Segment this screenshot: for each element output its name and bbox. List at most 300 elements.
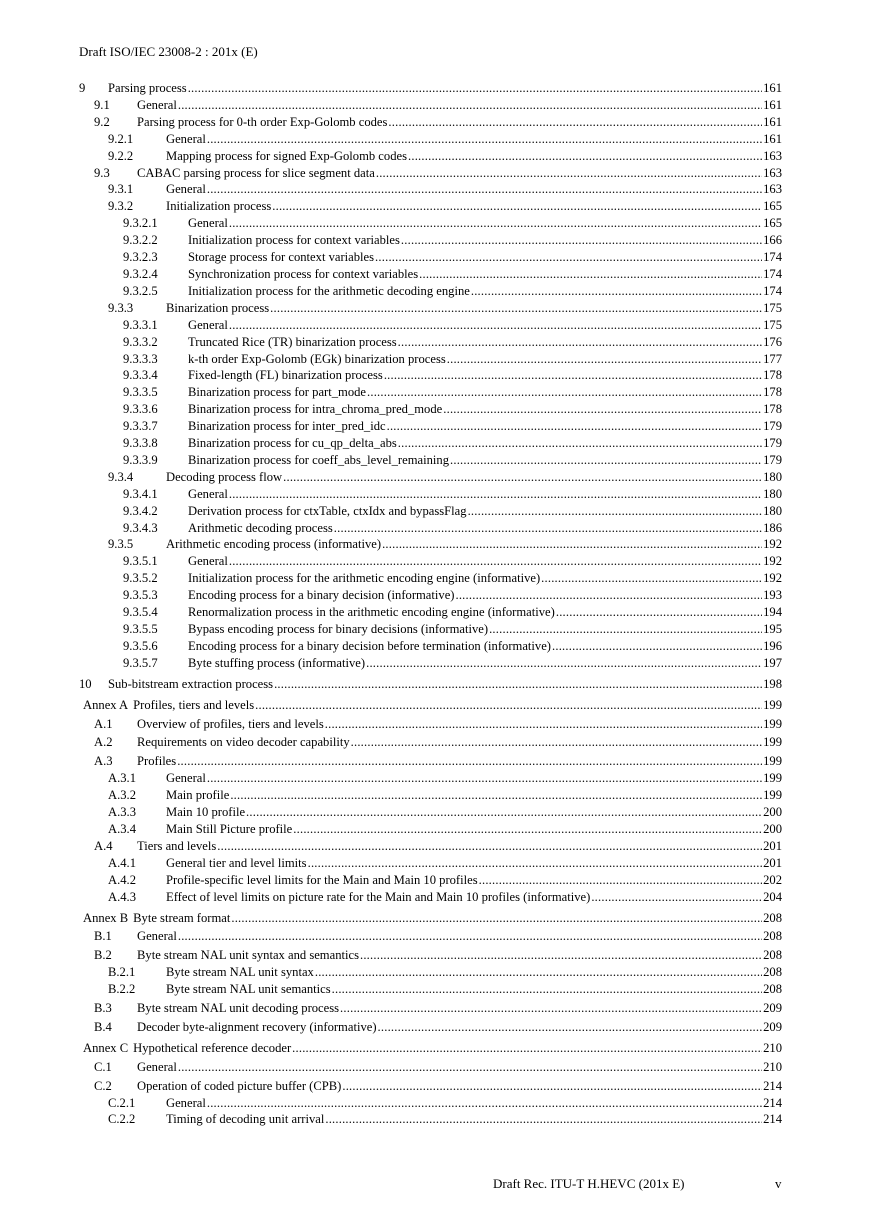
toc-entry-title: Initialization process for the arithmetic decoding engine: [188, 283, 470, 298]
toc-entry-number: 9.3.4: [108, 469, 134, 484]
toc-entry[interactable]: [79, 716, 782, 733]
toc-entry-page: 175: [763, 317, 782, 332]
toc-entry-number: 9.3.4.3: [123, 520, 158, 535]
toc-entry-page: 174: [763, 283, 782, 298]
toc-leader-dots: [591, 889, 762, 906]
toc-entry[interactable]: [79, 181, 782, 198]
toc-entry[interactable]: [79, 198, 782, 215]
toc-entry-title: Initialization process for the arithmetic encoding engine (informative): [188, 571, 541, 586]
toc-entry[interactable]: [79, 928, 782, 945]
toc-entry-number: C.2.1: [108, 1095, 136, 1110]
toc-leader-dots: [325, 716, 762, 733]
toc-entry-number: 9.2.2: [108, 148, 134, 163]
toc-entry-page: 214: [763, 1112, 782, 1127]
toc-entry-page: 208: [763, 910, 782, 925]
toc-leader-dots: [270, 300, 762, 317]
toc-entry-title: Main profile: [166, 788, 230, 803]
toc-entry-page: 161: [763, 114, 782, 129]
toc-entry-page: 166: [763, 233, 782, 248]
toc-entry-number: 9.3.5.7: [123, 655, 158, 670]
toc-entry-number: 9.3.3.4: [123, 368, 158, 383]
toc-leader-dots: [293, 821, 762, 838]
toc-entry[interactable]: [79, 804, 782, 821]
toc-entry-number: 9.3: [94, 165, 110, 180]
toc-entry-title: General: [166, 771, 206, 786]
toc-entry-number: 9.3.5.6: [123, 638, 158, 653]
toc-entry-number: A.3.4: [108, 821, 136, 836]
toc-entry-title: General: [137, 929, 177, 944]
toc-leader-dots: [351, 734, 762, 751]
toc-entry[interactable]: [79, 334, 782, 351]
toc-entry-page: 198: [763, 676, 782, 691]
toc-entry-title: Tiers and levels: [137, 838, 217, 853]
toc-leader-dots: [388, 114, 762, 131]
toc-leader-dots: [382, 536, 762, 553]
toc-entry-number: B.2.1: [108, 965, 136, 980]
toc-entry-number: C.2.2: [108, 1112, 136, 1127]
toc-entry-page: 195: [763, 622, 782, 636]
toc-entry[interactable]: [79, 384, 782, 401]
toc-entry-page: 201: [763, 855, 782, 870]
toc-entry-number: 9.3.2: [108, 199, 134, 214]
toc-entry-title: General: [166, 182, 206, 197]
toc-entry-number: 9.3.5.1: [123, 554, 158, 569]
table-of-contents: [79, 80, 782, 1128]
toc-entry-number: 9.3.5.3: [123, 588, 158, 603]
toc-leader-dots: [375, 249, 762, 266]
toc-entry-title: General: [166, 1095, 206, 1110]
toc-leader-dots: [541, 570, 762, 587]
toc-leader-dots: [360, 947, 762, 964]
toc-entry-page: 174: [763, 250, 782, 265]
toc-entry[interactable]: [79, 367, 782, 384]
toc-entry-page: 196: [763, 638, 782, 653]
toc-leader-dots: [325, 1111, 762, 1128]
toc-entry-number: C.1: [94, 1059, 112, 1074]
toc-entry[interactable]: [79, 587, 782, 604]
toc-leader-dots: [246, 804, 762, 821]
toc-entry-number: 9.3.4.2: [123, 503, 158, 518]
toc-entry-number: 9: [79, 81, 86, 95]
toc-entry[interactable]: [79, 855, 782, 872]
toc-entry[interactable]: [79, 469, 782, 486]
toc-entry-title: Mapping process for signed Exp-Golomb codes: [166, 148, 407, 163]
toc-entry[interactable]: [79, 1111, 782, 1128]
toc-entry[interactable]: [79, 401, 782, 418]
toc-entry-number: A.2: [94, 735, 113, 750]
toc-entry-number: 9.3.4.1: [123, 486, 158, 501]
toc-entry-number: A.3: [94, 754, 113, 769]
toc-entry-page: 192: [763, 554, 782, 569]
toc-entry-title: Binarization process for cu_qp_delta_abs: [188, 436, 397, 451]
toc-entry-page: 210: [763, 1040, 782, 1055]
toc-entry-page: 200: [763, 821, 782, 836]
toc-entry-page: 186: [763, 520, 782, 535]
toc-entry-page: 192: [763, 537, 782, 552]
toc-entry-page: 214: [763, 1095, 782, 1110]
toc-entry-number: A.3.1: [108, 771, 136, 786]
toc-entry-title: General: [188, 554, 228, 569]
toc-entry-page: 165: [763, 216, 782, 231]
toc-entry-title: General: [188, 486, 228, 501]
toc-leader-dots: [229, 553, 762, 570]
toc-entry-title: Storage process for context variables: [188, 250, 375, 265]
toc-entry-page: 161: [763, 131, 782, 146]
toc-entry-title: Byte stuffing process (informative): [188, 655, 366, 670]
toc-entry-title: General: [188, 317, 228, 332]
toc-leader-dots: [272, 198, 762, 215]
toc-entry-number: A.4.1: [108, 855, 136, 870]
toc-entry-number: 9.3.3: [108, 300, 134, 315]
toc-leader-dots: [401, 232, 762, 249]
toc-entry[interactable]: [79, 553, 782, 570]
toc-entry-page: 208: [763, 929, 782, 944]
toc-entry[interactable]: [79, 351, 782, 368]
toc-leader-dots: [308, 855, 763, 872]
toc-entry-number: 9.3.2.1: [123, 216, 158, 231]
toc-entry-page: 210: [763, 1059, 782, 1074]
toc-entry[interactable]: [79, 536, 782, 553]
toc-entry-page: 201: [763, 838, 782, 853]
toc-entry-title: Parsing process for 0-th order Exp-Golomb codes: [137, 114, 388, 129]
footer-reference: Draft Rec. ITU-T H.HEVC (201x E): [493, 1176, 685, 1191]
toc-entry-page: 192: [763, 571, 782, 586]
toc-entry-number: Annex B: [83, 910, 129, 925]
toc-leader-dots: [384, 367, 762, 384]
toc-entry[interactable]: [79, 964, 782, 981]
toc-entry-number: 10: [79, 676, 92, 691]
toc-entry-title: General tier and level limits: [166, 855, 307, 870]
toc-entry-title: General: [166, 131, 206, 146]
toc-entry-number: 9.3.3.9: [123, 452, 158, 467]
toc-entry[interactable]: [79, 676, 782, 693]
toc-entry-number: 9.3.1: [108, 182, 134, 197]
toc-entry[interactable]: [79, 821, 782, 838]
toc-entry[interactable]: [79, 734, 782, 751]
toc-entry[interactable]: [79, 889, 782, 906]
toc-leader-dots: [283, 469, 762, 486]
toc-entry[interactable]: [79, 80, 782, 97]
toc-leader-dots: [207, 131, 762, 148]
toc-entry[interactable]: [79, 114, 782, 131]
toc-entry-page: 161: [763, 97, 782, 112]
toc-entry-page: 161: [763, 81, 782, 95]
toc-entry-title: Encoding process for a binary decision before termination (informative): [188, 638, 551, 653]
toc-entry-title: Binarization process: [166, 300, 270, 315]
toc-leader-dots: [217, 838, 762, 855]
toc-leader-dots: [178, 928, 762, 945]
toc-leader-dots: [207, 1095, 762, 1112]
toc-entry-title: Binarization process for part_mode: [188, 385, 367, 400]
toc-leader-dots: [188, 80, 762, 97]
toc-entry[interactable]: [79, 1000, 782, 1017]
toc-entry[interactable]: [79, 753, 782, 770]
toc-leader-dots: [177, 753, 762, 770]
toc-entry-page: 197: [763, 655, 782, 670]
toc-entry-page: 208: [763, 948, 782, 963]
toc-entry[interactable]: [79, 283, 782, 300]
toc-entry-page: 199: [763, 735, 782, 750]
toc-leader-dots: [274, 676, 762, 693]
toc-entry-number: Annex C: [83, 1040, 129, 1055]
toc-entry[interactable]: [79, 655, 782, 672]
toc-leader-dots: [455, 587, 762, 604]
toc-entry[interactable]: [79, 604, 782, 621]
toc-entry-page: 200: [763, 805, 782, 820]
toc-leader-dots: [398, 435, 762, 452]
toc-leader-dots: [207, 770, 762, 787]
toc-entry-title: Main Still Picture profile: [166, 821, 293, 836]
toc-leader-dots: [207, 181, 762, 198]
toc-entry-title: Profiles, tiers and levels: [133, 697, 255, 712]
toc-leader-dots: [230, 787, 762, 804]
toc-entry-page: 193: [763, 588, 782, 603]
footer-page-number: v: [775, 1176, 782, 1191]
toc-entry-page: 202: [763, 872, 782, 887]
toc-leader-dots: [387, 418, 763, 435]
toc-entry[interactable]: [79, 148, 782, 165]
toc-leader-dots: [468, 503, 763, 520]
toc-entry-page: 163: [763, 182, 782, 197]
toc-entry-page: 177: [763, 351, 782, 366]
toc-leader-dots: [367, 384, 762, 401]
toc-entry-number: A.4.3: [108, 889, 136, 904]
toc-leader-dots: [292, 1040, 762, 1057]
toc-entry[interactable]: [79, 787, 782, 804]
toc-leader-dots: [489, 621, 762, 638]
toc-entry-number: Annex A: [83, 697, 129, 712]
toc-entry-title: Main 10 profile: [166, 805, 246, 820]
toc-leader-dots: [332, 981, 762, 998]
toc-leader-dots: [378, 1019, 763, 1036]
toc-entry-title: Byte stream NAL unit decoding process: [137, 1001, 340, 1016]
toc-entry-page: 176: [763, 334, 782, 349]
toc-entry-number: 9.3.3.7: [123, 419, 158, 434]
toc-entry[interactable]: [79, 452, 782, 469]
toc-entry-number: 9.3.2.3: [123, 250, 158, 265]
toc-entry-number: 9.3.3.2: [123, 334, 158, 349]
toc-entry-page: 179: [763, 452, 782, 467]
toc-entry-page: 165: [763, 199, 782, 214]
toc-entry-page: 199: [763, 754, 782, 769]
toc-entry-number: B.2: [94, 948, 112, 963]
toc-entry-title: Arithmetic decoding process: [188, 520, 333, 535]
toc-entry[interactable]: [79, 232, 782, 249]
toc-entry[interactable]: [79, 317, 782, 334]
toc-entry-number: B.1: [94, 929, 112, 944]
toc-entry-page: 180: [763, 486, 782, 501]
toc-entry-page: 180: [763, 469, 782, 484]
toc-leader-dots: [178, 1059, 762, 1076]
toc-entry-page: 194: [763, 605, 782, 620]
toc-leader-dots: [552, 638, 762, 655]
toc-entry[interactable]: [79, 131, 782, 148]
toc-entry-title: Arithmetic encoding process (informative): [166, 537, 382, 552]
toc-leader-dots: [398, 334, 762, 351]
toc-entry-number: 9.3.5: [108, 537, 134, 552]
toc-entry-title: Timing of decoding unit arrival: [166, 1112, 325, 1127]
toc-entry-title: Byte stream NAL unit syntax and semantics: [137, 948, 359, 963]
toc-entry-title: Encoding process for a binary decision (informative): [188, 588, 455, 603]
toc-entry[interactable]: [79, 638, 782, 655]
toc-entry[interactable]: [79, 621, 782, 638]
toc-entry-number: A.1: [94, 716, 113, 731]
toc-entry-number: A.3.3: [108, 805, 136, 820]
toc-entry-page: 199: [763, 788, 782, 803]
toc-leader-dots: [419, 266, 762, 283]
toc-entry-page: 179: [763, 419, 782, 434]
toc-entry-title: Bypass encoding process for binary decisions (informative): [188, 622, 489, 636]
toc-entry-page: 214: [763, 1078, 782, 1093]
toc-entry[interactable]: [79, 418, 782, 435]
toc-entry-number: 9.2.1: [108, 131, 134, 146]
toc-entry-number: 9.3.5.5: [123, 622, 158, 636]
toc-leader-dots: [450, 452, 762, 469]
toc-entry[interactable]: [79, 570, 782, 587]
toc-entry-title: Derivation process for ctxTable, ctxIdx and bypassFlag: [188, 503, 467, 518]
toc-leader-dots: [178, 97, 762, 114]
toc-leader-dots: [447, 351, 762, 368]
toc-entry-page: 208: [763, 965, 782, 980]
toc-entry-title: Binarization process for intra_chroma_pred_mode: [188, 402, 443, 417]
toc-entry-title: Fixed-length (FL) binarization process: [188, 368, 383, 383]
toc-leader-dots: [408, 148, 762, 165]
toc-entry[interactable]: [79, 872, 782, 889]
toc-leader-dots: [443, 401, 762, 418]
toc-leader-dots: [255, 697, 762, 714]
toc-entry-number: 9.3.3.6: [123, 402, 158, 417]
toc-entry[interactable]: [79, 1059, 782, 1076]
toc-entry-page: 199: [763, 771, 782, 786]
toc-entry-page: 180: [763, 503, 782, 518]
toc-entry-number: 9.3.2.2: [123, 233, 158, 248]
toc-entry-title: Truncated Rice (TR) binarization process: [188, 334, 397, 349]
toc-entry-page: 178: [763, 385, 782, 400]
toc-entry-title: Byte stream NAL unit syntax: [166, 965, 314, 980]
toc-entry-number: 9.3.3.3: [123, 351, 158, 366]
toc-entry[interactable]: [79, 838, 782, 855]
toc-entry-number: 9.3.2.5: [123, 283, 158, 298]
toc-entry-page: 199: [763, 716, 782, 731]
toc-entry[interactable]: [79, 947, 782, 964]
toc-leader-dots: [556, 604, 762, 621]
toc-entry-title: Decoding process flow: [166, 469, 283, 484]
toc-entry-page: 179: [763, 436, 782, 451]
toc-entry[interactable]: [79, 435, 782, 452]
toc-entry[interactable]: [79, 503, 782, 520]
toc-entry[interactable]: [79, 266, 782, 283]
toc-entry-page: 178: [763, 368, 782, 383]
toc-entry[interactable]: [79, 910, 782, 927]
toc-entry[interactable]: [79, 1040, 782, 1057]
toc-entry-title: Profile-specific level limits for the Main and Main 10 profiles: [166, 872, 478, 887]
toc-entry-title: Overview of profiles, tiers and levels: [137, 716, 324, 731]
toc-entry-title: CABAC parsing process for slice segment data: [137, 165, 375, 180]
toc-entry-page: 199: [763, 697, 782, 712]
toc-entry-number: 9.3.3.5: [123, 385, 158, 400]
toc-entry-title: Synchronization process for context variables: [188, 266, 419, 281]
toc-entry[interactable]: [79, 520, 782, 537]
toc-entry-title: Parsing process: [108, 81, 187, 95]
toc-entry-page: 175: [763, 300, 782, 315]
toc-leader-dots: [315, 964, 762, 981]
toc-entry-title: Binarization process for inter_pred_idc: [188, 419, 386, 434]
toc-entry-number: 9.3.3.8: [123, 436, 158, 451]
toc-entry-number: A.3.2: [108, 788, 136, 803]
toc-entry-page: 209: [763, 1019, 782, 1034]
toc-leader-dots: [479, 872, 762, 889]
toc-entry-page: 174: [763, 266, 782, 281]
toc-entry-title: Byte stream NAL unit semantics: [166, 982, 331, 997]
toc-entry-title: Byte stream format: [133, 910, 231, 925]
toc-entry-number: 9.3.2.4: [123, 266, 158, 281]
toc-entry[interactable]: [79, 486, 782, 503]
toc-entry-title: General: [137, 97, 177, 112]
toc-entry-number: 9.3.5.4: [123, 605, 158, 620]
toc-entry[interactable]: [79, 249, 782, 266]
toc-entry-title: Operation of coded picture buffer (CPB): [137, 1078, 342, 1093]
toc-entry-title: Profiles: [137, 754, 177, 769]
toc-entry-title: Effect of level limits on picture rate for the Main and Main 10 profiles (informative): [166, 889, 591, 904]
toc-entry[interactable]: [79, 1019, 782, 1036]
toc-entry-title: Renormalization process in the arithmetic encoding engine (informative): [188, 605, 555, 620]
toc-entry[interactable]: [79, 697, 782, 714]
toc-entry-number: B.3: [94, 1001, 112, 1016]
toc-entry-title: Initialization process for context variables: [188, 233, 400, 248]
toc-entry-number: B.4: [94, 1019, 112, 1034]
toc-entry-number: B.2.2: [108, 982, 136, 997]
toc-entry-number: 9.3.3.1: [123, 317, 158, 332]
toc-entry-number: 9.2: [94, 114, 110, 129]
toc-entry-page: 208: [763, 982, 782, 997]
toc-entry-title: Hypothetical reference decoder: [133, 1040, 292, 1055]
toc-entry-page: 178: [763, 402, 782, 417]
toc-leader-dots: [376, 165, 762, 182]
toc-entry-title: k-th order Exp-Golomb (EGk) binarization process: [188, 351, 446, 366]
toc-leader-dots: [231, 910, 762, 927]
toc-entry[interactable]: [79, 97, 782, 114]
toc-entry[interactable]: [79, 1078, 782, 1095]
toc-entry-number: A.4.2: [108, 872, 136, 887]
toc-entry[interactable]: [79, 1095, 782, 1112]
toc-entry-number: 9.3.5.2: [123, 571, 158, 586]
toc-entry-page: 204: [763, 889, 782, 904]
toc-entry[interactable]: [79, 981, 782, 998]
toc-entry[interactable]: [79, 215, 782, 232]
toc-entry-title: General: [188, 216, 228, 231]
toc-entry[interactable]: [79, 300, 782, 317]
toc-entry-number: 9.1: [94, 97, 110, 112]
toc-entry-title: Initialization process: [166, 199, 272, 214]
toc-entry-page: 209: [763, 1001, 782, 1016]
toc-leader-dots: [340, 1000, 762, 1017]
toc-entry[interactable]: [79, 770, 782, 787]
toc-entry-number: C.2: [94, 1078, 112, 1093]
toc-entry-page: 163: [763, 148, 782, 163]
toc-entry-title: Binarization process for coeff_abs_level_remaining: [188, 452, 449, 467]
toc-entry-title: Requirements on video decoder capability: [137, 735, 350, 750]
toc-entry-title: Decoder byte-alignment recovery (informative): [137, 1019, 377, 1034]
toc-entry[interactable]: [79, 165, 782, 182]
toc-leader-dots: [229, 215, 762, 232]
toc-leader-dots: [229, 486, 762, 503]
toc-entry-number: A.4: [94, 838, 113, 853]
toc-leader-dots: [366, 655, 762, 672]
toc-leader-dots: [471, 283, 762, 300]
toc-leader-dots: [334, 520, 762, 537]
toc-entry-title: General: [137, 1059, 177, 1074]
toc-entry-title: Sub-bitstream extraction process: [108, 676, 274, 691]
